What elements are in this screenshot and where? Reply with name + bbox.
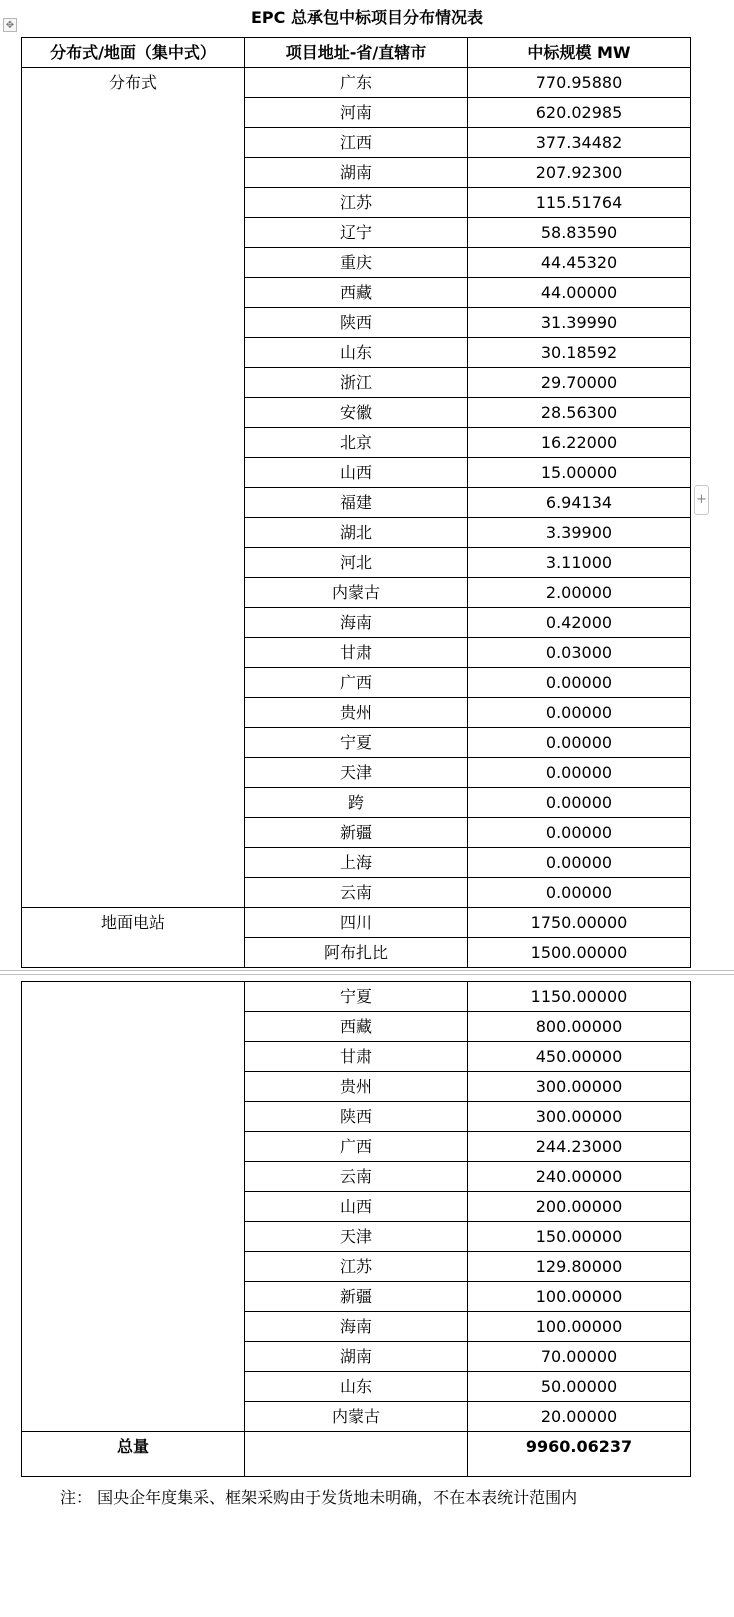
mw-cell: 100.00000 [468, 1312, 691, 1342]
mw-cell: 800.00000 [468, 1012, 691, 1042]
mw-cell: 0.00000 [468, 728, 691, 758]
mw-cell: 770.95880 [468, 68, 691, 98]
table-row [22, 982, 691, 1012]
distribution-table-page1 [21, 37, 691, 968]
group-ground: 地面电站 [22, 908, 245, 968]
mw-cell: 244.23000 [468, 1132, 691, 1162]
province-cell: 安徽 [245, 398, 468, 428]
mw-cell: 377.34482 [468, 128, 691, 158]
province-cell: 跨 [245, 788, 468, 818]
mw-cell: 0.00000 [468, 848, 691, 878]
province-cell: 山西 [245, 1192, 468, 1222]
mw-cell: 0.00000 [468, 758, 691, 788]
province-cell: 湖北 [245, 518, 468, 548]
mw-cell: 44.00000 [468, 278, 691, 308]
province-cell: 福建 [245, 488, 468, 518]
mw-cell: 1150.00000 [468, 982, 691, 1012]
mw-cell: 70.00000 [468, 1342, 691, 1372]
province-cell: 江苏 [245, 188, 468, 218]
table-title: EPC 总承包中标项目分布情况表 [251, 8, 483, 27]
move-table-icon[interactable]: ✥ [3, 18, 17, 32]
province-cell: 贵州 [245, 698, 468, 728]
mw-cell: 0.00000 [468, 668, 691, 698]
mw-cell: 0.03000 [468, 638, 691, 668]
mw-cell: 450.00000 [468, 1042, 691, 1072]
mw-cell: 44.45320 [468, 248, 691, 278]
province-cell: 云南 [245, 1162, 468, 1192]
page-break [0, 970, 734, 975]
province-cell: 云南 [245, 878, 468, 908]
mw-cell: 16.22000 [468, 428, 691, 458]
footnote: 注： 国央企年度集采、框架采购由于发货地未明确，不在本表统计范围内 [60, 1488, 578, 1507]
mw-cell: 29.70000 [468, 368, 691, 398]
mw-cell: 0.42000 [468, 608, 691, 638]
mw-cell: 240.00000 [468, 1162, 691, 1192]
province-cell: 上海 [245, 848, 468, 878]
table-row [22, 908, 691, 938]
header-province: 项目地址-省/直辖市 [245, 38, 468, 68]
header-type: 分布式/地面（集中式） [22, 38, 245, 68]
group-distributed: 分布式 [22, 68, 245, 908]
province-cell: 山东 [245, 1372, 468, 1402]
province-cell: 天津 [245, 1222, 468, 1252]
province-cell: 广西 [245, 1132, 468, 1162]
mw-cell: 58.83590 [468, 218, 691, 248]
mw-cell: 100.00000 [468, 1282, 691, 1312]
province-cell: 陕西 [245, 1102, 468, 1132]
header-mw: 中标规模 MW [468, 38, 691, 68]
total-label: 总量 [22, 1432, 245, 1477]
mw-cell: 129.80000 [468, 1252, 691, 1282]
province-cell: 甘肃 [245, 638, 468, 668]
province-cell: 西藏 [245, 278, 468, 308]
mw-cell: 15.00000 [468, 458, 691, 488]
mw-cell: 31.39990 [468, 308, 691, 338]
group-ground-continued [22, 982, 245, 1432]
mw-cell: 30.18592 [468, 338, 691, 368]
province-cell: 河北 [245, 548, 468, 578]
province-cell: 广东 [245, 68, 468, 98]
province-cell: 山西 [245, 458, 468, 488]
province-cell: 江苏 [245, 1252, 468, 1282]
province-cell: 河南 [245, 98, 468, 128]
mw-cell: 50.00000 [468, 1372, 691, 1402]
table-row [22, 68, 691, 98]
province-cell: 陕西 [245, 308, 468, 338]
province-cell: 广西 [245, 668, 468, 698]
province-cell: 新疆 [245, 818, 468, 848]
province-cell: 湖南 [245, 158, 468, 188]
province-cell: 江西 [245, 128, 468, 158]
mw-cell: 200.00000 [468, 1192, 691, 1222]
mw-cell: 2.00000 [468, 578, 691, 608]
mw-cell: 0.00000 [468, 698, 691, 728]
province-cell: 甘肃 [245, 1042, 468, 1072]
mw-cell: 115.51764 [468, 188, 691, 218]
province-cell: 湖南 [245, 1342, 468, 1372]
mw-cell: 1500.00000 [468, 938, 691, 968]
mw-cell: 300.00000 [468, 1102, 691, 1132]
mw-cell: 0.00000 [468, 878, 691, 908]
province-cell: 山东 [245, 338, 468, 368]
mw-cell: 3.39900 [468, 518, 691, 548]
province-cell: 四川 [245, 908, 468, 938]
add-column-icon[interactable]: + [694, 485, 709, 515]
province-cell: 重庆 [245, 248, 468, 278]
total-row [22, 1432, 691, 1477]
province-cell: 西藏 [245, 1012, 468, 1042]
province-cell: 内蒙古 [245, 1402, 468, 1432]
mw-cell: 0.00000 [468, 788, 691, 818]
province-cell: 北京 [245, 428, 468, 458]
mw-cell: 3.11000 [468, 548, 691, 578]
mw-cell: 207.92300 [468, 158, 691, 188]
province-cell: 天津 [245, 758, 468, 788]
mw-cell: 1750.00000 [468, 908, 691, 938]
distribution-table-page2 [21, 981, 691, 1477]
mw-cell: 28.56300 [468, 398, 691, 428]
province-cell: 海南 [245, 1312, 468, 1342]
total-province [245, 1432, 468, 1477]
province-cell: 宁夏 [245, 982, 468, 1012]
mw-cell: 620.02985 [468, 98, 691, 128]
province-cell: 宁夏 [245, 728, 468, 758]
province-cell: 海南 [245, 608, 468, 638]
mw-cell: 6.94134 [468, 488, 691, 518]
mw-cell: 300.00000 [468, 1072, 691, 1102]
province-cell: 阿布扎比 [245, 938, 468, 968]
mw-cell: 0.00000 [468, 818, 691, 848]
province-cell: 浙江 [245, 368, 468, 398]
total-mw: 9960.06237 [468, 1432, 691, 1477]
mw-cell: 20.00000 [468, 1402, 691, 1432]
mw-cell: 150.00000 [468, 1222, 691, 1252]
province-cell: 贵州 [245, 1072, 468, 1102]
province-cell: 新疆 [245, 1282, 468, 1312]
header-row [22, 38, 691, 68]
province-cell: 辽宁 [245, 218, 468, 248]
province-cell: 内蒙古 [245, 578, 468, 608]
